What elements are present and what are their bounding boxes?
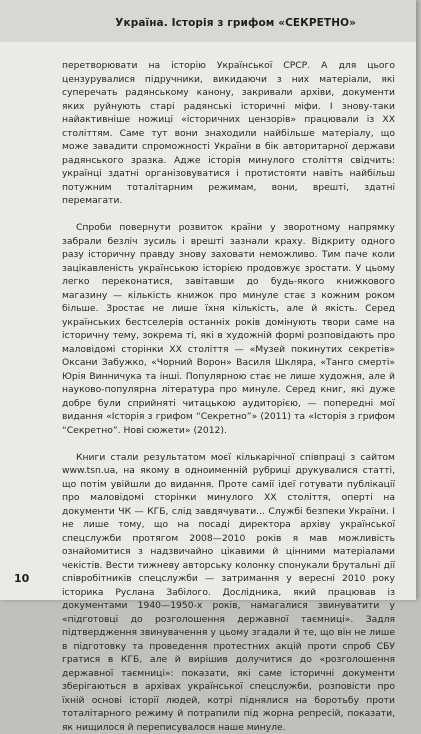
page-number: 10	[14, 572, 29, 585]
running-header	[0, 0, 416, 42]
body-text	[62, 59, 395, 734]
paragraph-continued: перетворювати на історію Української СРСР. А для цього цензурувалися підручники, викидаючи з них матеріали, які суперечать радянському канону, закривали архіви, документи яких руйнують старі радянські історичні міфи. І знову-таки найактивніше ножиці «історичних цензорів» працювали із ХХ століттям. Саме тут вони знаходили найбільше матеріалу, що може завадити спроможності України в бік авторитарної держави радянського зразка. Адже історія минулого століття свідчить: українці здатні організовуватися і протистояти навіть найбільш потужним тоталітарним режимам, вони, врешті, здатні перемагати.	[62, 59, 395, 208]
running-header-title: Україна. Історія з грифом «СЕКРЕТНО»	[115, 17, 356, 29]
paragraph: Спроби повернути розвиток країни у зворотному напрямку забрали безліч зусиль і врешті зазнали краху. Відкриту одного разу історичну правду знову заховати неможливо. Тим паче коли зацікавленість українською історією продовжує зростати. У цьому легко переконатися, завітавши до будь-якого книжкового магазину — кількість книжок про минуле стає з кожним роком більше. Зростає не лише їхня кількість, але й якість. Серед українських бестселерів останніх років домінують твори саме на історичну тему, зокрема ті, які в художній формі розповідають про маловідомі сторінки ХХ століття — «Музей покинутих секретів» Оксани Забужко, «Чорний Ворон» Василя Шкляра, «Танго смерті» Юрія Винничука та інші. Популярною стає не лише художня, але й науково-популярна література про минуле. Серед книг, які дуже добре були сприйняті читацькою аудиторією, — попередні мої видання «Історія з грифом “Секретно”» (2011) та «Історія з грифом “Секретно”. Нові сюжети» (2012).	[62, 221, 395, 437]
paragraph: Книги стали результатом моєї кількарічної співпраці з сайтом www.tsn.ua, на якому в одноименній рубриці друкувалися статті, що потім увійшли до видання. Проте самії ідеї готувати публікації про маловідомі сторінки минулого ХХ століття, оперті на документи ЧК — КГБ, слід завдячувати... Службі безпеки України. І не лише тому, що на посаді директора архіву української спецслужби протягом 2008—2010 років я мав можливість ознайомитися з надзвичайно цікавими й цінними матеріалами чекістів. Вести тижневу авторську колонку спонукали брутальні дії співробітників спецслужби — затримання у вересні 2010 року історика Руслана Забілого. Дослідника, який працював із документами 1940—1950-х років, намагалися звинуватити у «підготовці до розголошення державної таємниці». Задля підтвердження звинувачення у цьому згадали й те, що він не лише в підготовку та проведення протестних акцій проти спроб СБУ гратися в КГБ, але й вирішив долучитися до «розголошення державної таємниці»: показати, які саме історичні документи зберігаються в архівах української спецслужби, розповісти про ïхній основі історії людей, котрі піднялися на боротьбу проти тоталітарного режиму й потрапили під жорна репресій, показати, як нищилося й переписувалося наше минуле.	[62, 451, 395, 734]
